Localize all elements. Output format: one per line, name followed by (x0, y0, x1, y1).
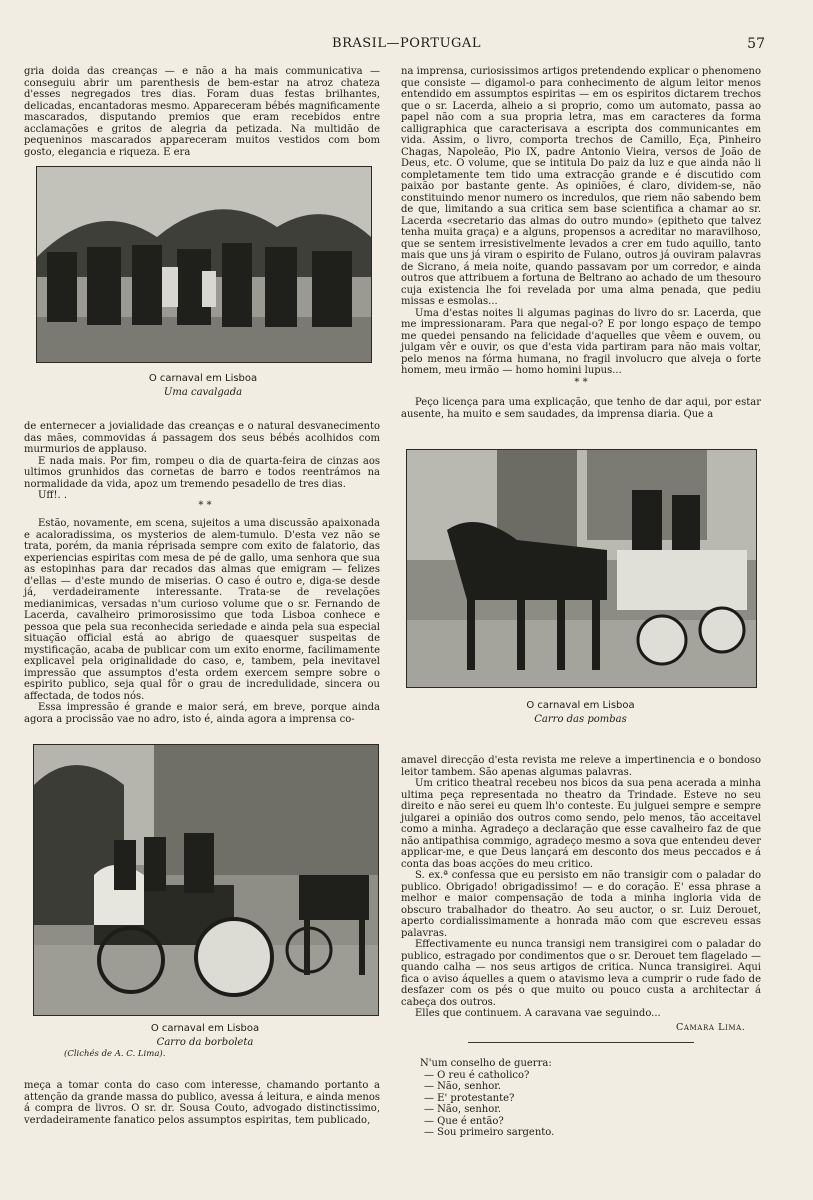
running-title: BRASIL—PORTUGAL (332, 36, 481, 51)
left-text-block-4 (24, 1080, 380, 1126)
page-header (0, 36, 813, 52)
paragraph: S. ex.ª confessa que eu persisto em não transigir com o paladar do publico. Obrigado! obrigadissimo! — e do coração. E' essa phrase a melhor e maior compensação de toda a minha ingloria vida de obscuro trabalhador do theatro. Ao seu auctor, o sr. Luiz Derouet, aperto cordialissimamente a honrada mão com que escreveu essas palavras. (401, 870, 761, 939)
photo-borboleta-image (34, 745, 378, 1015)
figure-1-subtitle: Uma cavalgada (163, 387, 243, 398)
photo-cavalgada (36, 166, 372, 363)
page-number: 57 (747, 36, 765, 52)
figure-1-title: O carnaval em Lisboa (148, 373, 258, 384)
section-separator-stars: * * (574, 377, 588, 388)
left-text-block-1 (24, 66, 380, 158)
paragraph: Essa impressão é grande e maior será, em breve, porque ainda agora a procissão vae no adro, isto é, ainda agora a imprensa co- (24, 702, 380, 725)
author-signature: Camara Lima. (676, 1022, 746, 1033)
paragraph: na imprensa, curiosissimos artigos pretendendo explicar o phenomeno que consiste — digamol-o para conhecimento de algum leitor menos entendido em assumptos espiritas — em os espiritos dictarem trechos que o sr. Lacerda, alheio a si proprio, como um automato, passa ao papel não com a sua propria letra, mas em caracteres da forma calligraphica que caracterisava a escripta dos communicantes em vida. Assim, o livro, comporta trechos de Camillo, Eça, Pinheiro Chagas, Napoleão, Pio IX, padre Antonio Vieira, versos de João de Deus, etc. O volume, que se intitula Do paiz da luz e que ainda não li completamente tem tido uma extracção grande e é discutido com paixão por bastante gente. As opiniões, é claro, dividem-se, não constituindo menor numero os incredulos, que riem não sabendo bem de que, limitando a sua critica sem base scientifica a chamar ao sr. Lacerda «secretario das almas do outro mundo» (epitheto que talvez tenha muita graça) e a alguns, propensos a acreditar no maravilhoso, que se sentem irresistivelmente levados a crer em tudo aquillo, tanto mais que uns já viram o espirito de Fulano, outros já ouviram palavras de Sicrano, á meia noite, quando passavam por um corredor, e ainda outros que attribuem a fortuna de Beltrano ao achado de um thesouro cuja existencia lhe foi revelada por uma alma penada, que pediu missas e esmolas... (401, 66, 761, 307)
dialogue-line: — Não, senhor. (424, 1104, 502, 1115)
dialogue-line: — Que é então? (424, 1115, 504, 1127)
paragraph: Uma d'estas noites li algumas paginas do livro do sr. Lacerda, que me impressionaram. Para que negal-o? E por longo espaço de tempo me quedei pensando na felicidade d'aquelles que vêem e ouvem, ou julgam vêr e ouvir, os que d'esta vida partiram para não mais voltar, pelo menos na fórma humana, no fragil involucro que alveja o forte homem, meu irmão — homo homini lupus... (401, 307, 761, 376)
paragraph: de enternecer a jovialidade das creanças e o natural desvanecimento das mães, commovidas á passagem dos seus bébés acolhidos com murmurios de applauso. (24, 421, 380, 455)
dialogue-line: — O reu é catholico? (424, 1069, 530, 1081)
paragraph: Effectivamente eu nunca transigi nem transigirei com o paladar do publico, estragado por condimentos que o sr. Derouet tem flagelado — quando calha — nos seus artigos de critica. Nunca transigirei. Aqui fica o aviso áquelles a quem o atavismo leva a cumprir o rude fado de desfazer com os pés o que muito ou pouco custa a architectar á cabeça dos outros. (401, 939, 761, 1008)
dialogue-line: — Sou primeiro sargento. (424, 1127, 555, 1138)
photo-cavalgada-image (37, 167, 371, 362)
photo-pombas-image (407, 450, 756, 687)
right-text-block-2 (401, 397, 761, 420)
photo-carro-da-borboleta (33, 744, 379, 1016)
dialogue-line: — E' protestante? (424, 1092, 515, 1104)
figure-3-subtitle: Carro da borboleta (156, 1037, 254, 1048)
left-text-block-3 (24, 518, 380, 725)
figure-2-subtitle: Carro das pombas (534, 714, 627, 725)
section-separator-stars: * * (198, 500, 212, 511)
paragraph: gria doida das creanças — e não a ha mais communicativa — conseguiu abrir um parenthesis de bem-estar na atroz chateza d'esses negregados tres dias. Foram duas festas brilhantes, delicadas, encantadoras mesmo. Appareceram bébés magnificamente mascarados, disputando premios que eram recebidos entre acclamações e gritos de alegria da petizada. Na multidão de pequeninos mascarados appareceram muitos vestidos com bom gosto, elegancia e riqueza. E era (24, 66, 380, 158)
paragraph: meça a tomar conta do caso com interesse, chamando portanto a attenção da grande massa do publico, avessa á leitura, e ainda menos á compra de livros. O sr. dr. Sousa Couto, advogado distinctissimo, verdadeiramente fanatico pelos assumptos espiritas, tem publicado, (24, 1080, 380, 1126)
figure-3-title: O carnaval em Lisboa (150, 1023, 260, 1034)
paragraph: Um critico theatral recebeu nos bicos da sua pena acerada a minha ultima peça representada no theatro da Trindade. Esteve no seu direito e não serei eu quem lh'o conteste. Eu julguei sempre e sempre julgarei a opinião dos outros como sendo, pelo menos, tão acceitavel como a minha. Agradeço a declaração que esse cavalheiro faz de que não antipathisa commigo, agradeço mesmo a sova que entendeu dever applicar-me, e que Deus lançará em desconto dos meus peccados e á conta das boas acções do meu critico. (401, 778, 761, 870)
left-text-block-2 (24, 421, 380, 502)
paragraph: Peço licença para uma explicação, que tenho de dar aqui, por estar ausente, ha muito e sem saudades, da imprensa diaria. Que a (401, 397, 761, 420)
photo-carro-das-pombas (406, 449, 757, 688)
dialogue-block (420, 1058, 554, 1139)
paragraph: amavel direcção d'esta revista me releve a impertinencia e o bondoso leitor tambem. São apenas algumas palavras. (401, 755, 761, 778)
paragraph: E nada mais. Por fim, rompeu o dia de quarta-feira de cinzas aos ultimos grunhidos das cornetas de barro e todos reentrámos na normalidade da vida, apoz um tremendo pesadello de tres dias. (24, 455, 380, 490)
divider-rule (468, 1042, 694, 1043)
right-text-block-3 (401, 755, 761, 1020)
dialogue-line: N'um conselho de guerra: (420, 1058, 552, 1069)
figure-2-title: O carnaval em Lisboa (526, 700, 635, 711)
paragraph: Estão, novamente, em scena, sujeitos a uma discussão apaixonada e acaloradissima, os mysterios de alem-tumulo. D'esta vez não se trata, porém, da mania réprisada sempre com exito de falatorio, das experiencias espiritas com mesa de pé de gallo, uma senhora que sua as estopinhas para dar recados das almas que emigram — felizes d'ellas — d'este mundo de miserias. O caso é outro e, diga-se desde já, verdadeiramente interessante. Trata-se de revelações medianimicas, versadas n'um curioso volume que o sr. Fernando de Lacerda, cavalheiro primorosissimo que toda Lisboa conhece e pessoa que pela sua reconhecida seriedade e ainda pela sua especial situação official está ao abrigo de quaesquer suspeitas de mystificação, acaba de publicar com um exito enorme, facilimamente explicavel pela originalidade do caso, e, tambem, pela inevitavel impressão que assumptos d'esta ordem exercem sempre sobre o espirito publico, seja qual fôr o grau de incredulidade, sincera ou affectada, de todos nós. (24, 518, 380, 702)
paragraph: Uff!. . (38, 490, 68, 501)
photo-credit: (Clichés de A. C. Lima). (64, 1049, 166, 1059)
paragraph: Elles que continuem. A caravana vae seguindo... (415, 1008, 661, 1019)
right-text-block-1 (401, 66, 761, 377)
dialogue-line: — Não, senhor. (424, 1081, 502, 1092)
